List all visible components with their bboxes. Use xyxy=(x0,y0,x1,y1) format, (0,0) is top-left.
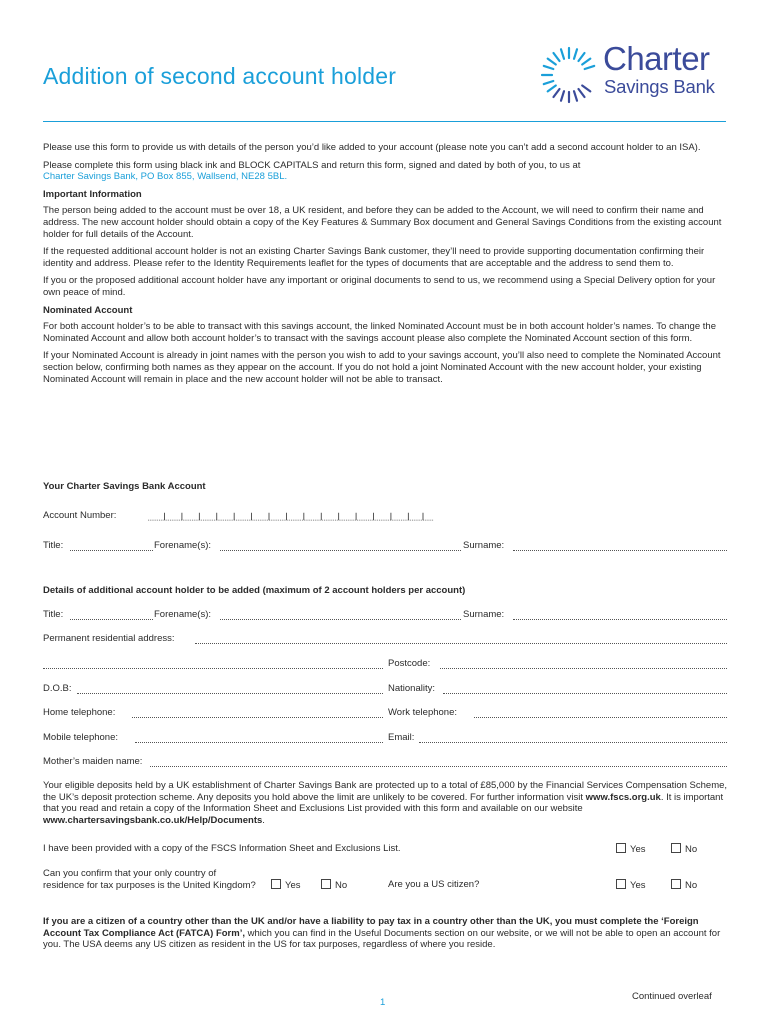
account-holder-name-row xyxy=(43,540,727,554)
nominated-account-paragraph: For both account holder’s to be able to transact with this savings account, the linked Nominated Account must be in both account holder’s names. To change the Nominated Account and allow both account holder’s to transact with the savings account please also complete the Nominated Account section of this form. xyxy=(43,321,716,344)
address-line-2-field[interactable] xyxy=(43,668,383,669)
dob-field[interactable] xyxy=(77,693,383,694)
fscs-yes-option[interactable] xyxy=(616,843,646,855)
us-yes-option[interactable] xyxy=(616,879,646,891)
return-address: Charter Savings Bank, PO Box 855, Wallsend, NE28 5BL. xyxy=(43,171,288,183)
additional-title-label: Title: xyxy=(43,609,64,620)
us-no-option[interactable] xyxy=(671,879,697,891)
tax-yes-option[interactable] xyxy=(271,879,301,891)
us-no-checkbox[interactable] xyxy=(671,879,681,889)
additional-surname-label: Surname: xyxy=(463,609,505,620)
tax-yes-label: Yes xyxy=(285,880,301,891)
page-number: 1 xyxy=(380,997,386,1008)
surname-field[interactable] xyxy=(513,550,727,551)
additional-forenames-field[interactable] xyxy=(220,619,461,620)
telephone-row xyxy=(43,707,727,721)
dob-nationality-row xyxy=(43,683,727,697)
additional-holder-name-row xyxy=(43,609,727,623)
intro-paragraph: Please use this form to provide us with details of the person you’d like added to your account (please note you can’t add a second account holder to an ISA). xyxy=(43,142,701,153)
fatca-paragraph xyxy=(43,916,731,951)
page-title: Addition of second account holder xyxy=(43,63,397,89)
fscs-link[interactable]: www.fscs.org.uk xyxy=(585,791,661,803)
fscs-yes-checkbox[interactable] xyxy=(616,843,626,853)
tax-residency-question: Can you confirm that your only country of residence for tax purposes is the United Kingdom? xyxy=(43,868,256,891)
email-field[interactable] xyxy=(419,742,727,743)
special-delivery-paragraph: If you or the proposed additional account holder have any important or original documents to send to us, we recommend using a Special Delivery option for your own peace of mind. xyxy=(43,275,716,298)
nationality-field[interactable] xyxy=(443,693,727,694)
additional-surname-field[interactable] xyxy=(513,619,727,620)
address-row xyxy=(43,633,727,647)
title-divider xyxy=(43,121,726,122)
maiden-name-row xyxy=(43,756,727,770)
mobile-email-row xyxy=(43,732,727,746)
email-label: Email: xyxy=(388,732,415,743)
mobile-telephone-field[interactable] xyxy=(135,742,383,743)
surname-label: Surname: xyxy=(463,540,505,551)
home-telephone-label: Home telephone: xyxy=(43,707,116,718)
postcode-field[interactable] xyxy=(440,668,727,669)
fscs-no-option[interactable] xyxy=(671,843,697,855)
work-telephone-label: Work telephone: xyxy=(388,707,458,718)
forenames-field[interactable] xyxy=(220,550,461,551)
forenames-label: Forename(s): xyxy=(154,540,212,551)
account-number-row xyxy=(43,510,727,524)
your-account-heading: Your Charter Savings Bank Account xyxy=(43,481,206,492)
fscs-confirm-row xyxy=(43,843,727,857)
title-field[interactable] xyxy=(70,550,153,551)
fscs-no-checkbox[interactable] xyxy=(671,843,681,853)
tax-yes-checkbox[interactable] xyxy=(271,879,281,889)
us-citizen-question: Are you a US citizen? xyxy=(388,879,480,890)
fscs-confirm-label: I have been provided with a copy of the FSCS Information Sheet and Exclusions List. xyxy=(43,843,401,854)
postcode-row xyxy=(43,658,727,672)
fscs-text-a: Your eligible deposits held by a UK establishment of Charter Savings Bank are protected up to a total of £85,000 by the Financial Services Compensation Scheme, the UK’s deposit protection scheme. Any deposits you hold above the limit are unlikely to be covered. For further information visit xyxy=(43,780,728,803)
mobile-telephone-label: Mobile telephone: xyxy=(43,732,118,743)
us-yes-checkbox[interactable] xyxy=(616,879,626,889)
eligibility-paragraph: The person being added to the account must be over 18, a UK resident, and before they can be added to the Account, we will need to confirm their name and address. The new account holder should obtain a copy of the Key Features & Summary Box document and General Savings Conditions from the existing account holder for full details of the Account. xyxy=(43,205,722,240)
charter-logo xyxy=(538,42,730,106)
maiden-name-label: Mother’s maiden name: xyxy=(43,756,143,767)
nominated-account-heading: Nominated Account xyxy=(43,304,133,316)
important-information-heading: Important Information xyxy=(43,188,142,200)
title-label: Title: xyxy=(43,540,64,551)
nationality-label: Nationality: xyxy=(388,683,435,694)
additional-forenames-label: Forename(s): xyxy=(154,609,212,620)
maiden-name-field[interactable] xyxy=(150,766,727,767)
tax-no-option[interactable] xyxy=(321,879,347,891)
additional-holder-heading: Details of additional account holder to be added (maximum of 2 account holders per account) xyxy=(43,585,466,596)
address-label: Permanent residential address: xyxy=(43,633,175,644)
home-telephone-field[interactable] xyxy=(132,717,383,718)
fatca-text: which you can find in the Useful Documents section on our website, or we will not be able to open an account for you. The USA deems any US citizen as resident in the US for tax purposes, regardless of where you reside. xyxy=(43,927,721,951)
identity-paragraph: If the requested additional account holder is not an existing Charter Savings Bank customer, they’ll need to provide supporting documentation confirming their identity and address. Please refer to the Identity Requirements leaflet for the types of documents that are acceptable and the address to send them to. xyxy=(43,246,705,269)
us-yes-label: Yes xyxy=(630,880,646,891)
additional-title-field[interactable] xyxy=(70,619,153,620)
sunburst-logo-icon xyxy=(538,44,600,106)
fatca-bold-text: If you are a citizen of a country other than the UK and/or have a liability to pay tax in a country other than the UK, you must complete the ‘Foreign Account Tax Compliance Act (FATCA) Form’, xyxy=(43,916,699,939)
instructions-paragraph xyxy=(43,160,731,183)
account-number-label: Account Number: xyxy=(43,510,117,521)
fscs-yes-label: Yes xyxy=(630,844,646,855)
fscs-no-label: No xyxy=(685,844,698,855)
documents-link[interactable]: www.chartersavingsbank.co.uk/Help/Documents xyxy=(43,814,263,826)
fscs-text-c: . xyxy=(262,814,265,826)
intro-text xyxy=(43,142,731,391)
account-number-field[interactable] xyxy=(133,510,493,521)
logo-word-charter: Charter xyxy=(603,40,710,77)
postcode-label: Postcode: xyxy=(388,658,431,669)
us-no-label: No xyxy=(685,880,698,891)
tax-no-label: No xyxy=(335,880,348,891)
tax-residency-row xyxy=(43,879,727,893)
work-telephone-field[interactable] xyxy=(474,717,727,718)
dob-label: D.O.B: xyxy=(43,683,72,694)
continued-overleaf: Continued overleaf xyxy=(632,991,712,1002)
tax-no-checkbox[interactable] xyxy=(321,879,331,889)
fscs-paragraph xyxy=(43,780,731,826)
address-field[interactable] xyxy=(195,643,727,644)
logo-word-savings-bank: Savings Bank xyxy=(604,76,715,97)
fscs-text-b: . It is important that you read and retain a copy of the Information Sheet and Exclusions List provided with this form and available on our website xyxy=(43,791,724,815)
instructions-text: Please complete this form using black ink and BLOCK CAPITALS and return this form, signed and dated by both of you, to us at xyxy=(43,159,581,171)
joint-nominated-paragraph: If your Nominated Account is already in joint names with the person you wish to add to your savings account, you’ll also need to complete the Nominated Account section below, confirming both names as they appear on the account. If you do not hold a joint Nominated Account with the new account holder, your existing Nominated Account will remain in place and the new account holder will not be able to transact. xyxy=(43,350,721,385)
